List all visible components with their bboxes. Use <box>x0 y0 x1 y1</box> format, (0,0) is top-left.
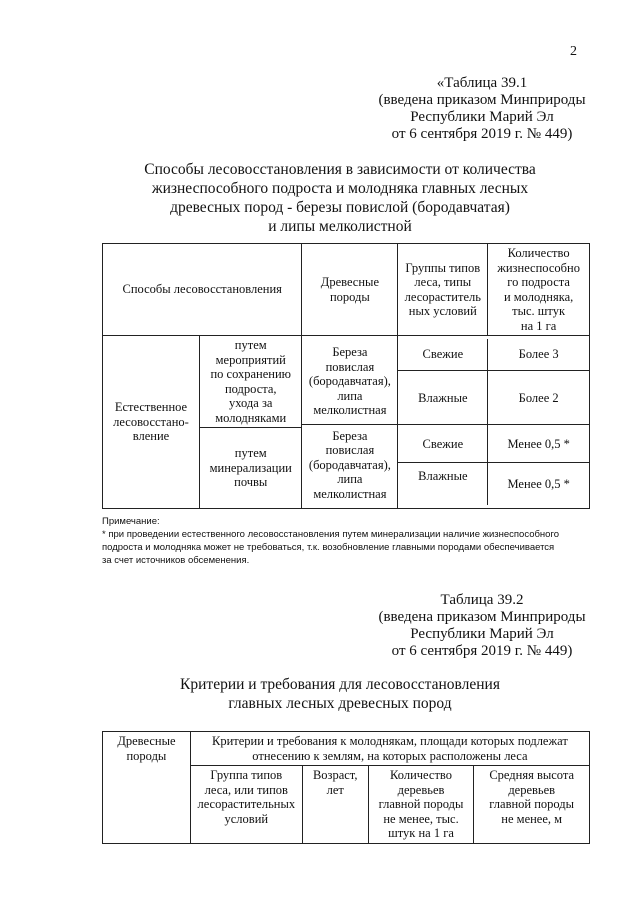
note-line: за счет источников обсеменения. <box>102 555 250 566</box>
title-line: и липы мелколистной <box>268 218 412 235</box>
header-line: лет <box>326 782 344 797</box>
condition-value: Менее 0,5 * <box>488 425 589 463</box>
note-label: Примечание: <box>102 516 160 527</box>
header-line: отнесению к землям, на которых расположены леса <box>252 748 528 763</box>
table2-caption <box>362 592 602 660</box>
header-line: Группа типов <box>210 768 283 782</box>
header-quantity <box>488 244 590 336</box>
header-age <box>302 766 368 844</box>
species-row2 <box>302 425 397 505</box>
header-line: лесорастительных <box>197 797 296 811</box>
method-line: лесовосстано- <box>113 414 189 429</box>
page-number: 2 <box>570 44 577 59</box>
header-line: Способы лесовосстановления <box>122 282 282 297</box>
header-line: главной породы <box>489 797 575 811</box>
title-line: главных лесных древесных пород <box>228 695 452 712</box>
conditions-cell <box>398 336 590 509</box>
header-line: Количество <box>390 768 452 782</box>
species-line: липа <box>337 472 363 487</box>
condition-type: Влажные <box>398 463 488 505</box>
table2-title <box>110 675 570 713</box>
note-line: * при проведении естественного лесовосстановления путем минерализации наличие жизнеспособного <box>102 529 559 540</box>
methods-cell <box>103 336 302 509</box>
table-39-1 <box>102 243 590 509</box>
submethod-line: подроста, <box>224 381 277 396</box>
submethod-line: почвы <box>234 475 268 489</box>
caption-line: «Таблица 39.1 <box>436 75 528 91</box>
condition-type: Свежие <box>398 425 488 463</box>
submethod-line: по сохранению <box>210 367 292 381</box>
header-height <box>474 766 590 844</box>
method-line: Естественное <box>114 400 188 414</box>
header-line: лесораститель <box>404 289 481 304</box>
header-line: штук на 1 га <box>388 826 454 840</box>
submethod-line: ухода за <box>229 396 273 410</box>
caption-line: от 6 сентября 2019 г. № 449) <box>391 126 573 142</box>
species-line: повислая <box>325 359 375 374</box>
table1-caption <box>362 75 602 143</box>
species-line: повислая <box>325 443 375 458</box>
submethod-line: минерализации <box>209 460 292 475</box>
methods-inner-table <box>103 336 301 508</box>
header-line: Средняя высота <box>489 768 575 782</box>
condition-type: Влажные <box>398 371 488 425</box>
species-line: (бородавчатая), <box>308 374 391 389</box>
table2-header-row <box>103 732 590 766</box>
caption-line: Республики Марий Эл <box>410 626 554 642</box>
title-line: жизнеспособного подроста и молодняка главных лесных <box>151 180 529 197</box>
header-line: леса, типы <box>414 275 472 289</box>
header-count <box>368 766 474 844</box>
caption-line: Таблица 39.2 <box>440 592 524 608</box>
header-line: деревьев <box>397 782 445 797</box>
header-line: го подроста <box>507 275 570 289</box>
note-line: подроста и молодняка может не требоваться, т.к. возобновление главными породами обеспечивается <box>102 542 555 553</box>
header-group <box>190 766 302 844</box>
condition-value: Менее 0,5 * <box>488 463 589 505</box>
table1-note <box>102 515 602 567</box>
header-line: на 1 га <box>520 318 557 333</box>
header-line: жизнеспособно <box>497 260 580 275</box>
method-natural <box>103 336 200 508</box>
header-line: Количество <box>507 246 570 260</box>
caption-line: Республики Марий Эл <box>410 109 554 125</box>
header-criteria <box>190 732 589 766</box>
condition-value: Более 3 <box>488 339 589 371</box>
header-line: Древесные <box>117 734 176 748</box>
conditions-inner-table <box>398 339 589 505</box>
caption-line: (введена приказом Минприроды <box>378 92 586 108</box>
title-line: древесных пород - березы повислой (бородавчатая) <box>170 199 510 216</box>
submethod-line: путем <box>234 338 267 352</box>
header-line: породы <box>329 289 370 304</box>
submethod-line: путем <box>234 446 267 460</box>
species-line: (бородавчатая), <box>308 457 391 472</box>
method-line: вление <box>132 429 170 443</box>
table-39-2 <box>102 731 590 844</box>
header-line: Группы типов <box>405 260 481 275</box>
header-line: не менее, тыс. <box>383 811 459 826</box>
header-species <box>103 732 191 844</box>
table-header-row <box>103 244 590 336</box>
header-line: Древесные <box>320 275 379 289</box>
species-line: мелколистная <box>313 486 387 501</box>
species-inner-table <box>302 339 397 505</box>
species-line: липа <box>337 388 363 403</box>
table1-title <box>100 160 580 236</box>
species-row1 <box>302 339 397 425</box>
header-line: деревьев <box>508 782 556 797</box>
submethod-preservation <box>200 336 302 428</box>
condition-value: Более 2 <box>488 371 589 425</box>
species-line: Береза <box>332 428 368 443</box>
header-line: Возраст, <box>312 768 358 782</box>
species-cell <box>302 336 398 509</box>
header-species <box>302 244 398 336</box>
condition-type: Свежие <box>398 339 488 371</box>
title-line: Способы лесовосстановления в зависимости от количества <box>144 161 536 178</box>
table-body-row <box>103 336 590 509</box>
header-line: условий <box>224 811 269 826</box>
caption-line: от 6 сентября 2019 г. № 449) <box>391 643 573 659</box>
header-line: породы <box>126 748 167 763</box>
title-line: Критерии и требования для лесовосстановления <box>180 676 500 693</box>
header-line: и молодняка, <box>503 289 574 304</box>
species-line: Береза <box>332 345 368 360</box>
header-methods <box>103 244 302 336</box>
header-line: ных условий <box>408 304 477 318</box>
header-line: Критерии и требования к молоднякам, площади которых подлежат <box>212 734 568 748</box>
header-line: не менее, м <box>501 811 563 826</box>
submethod-line: мероприятий <box>215 352 286 367</box>
submethod-line: молодняками <box>215 410 287 425</box>
header-line: главной породы <box>378 797 464 811</box>
header-line: леса, или типов <box>204 782 288 797</box>
header-forest-groups <box>398 244 488 336</box>
submethod-mineralization <box>200 428 302 508</box>
header-line: тыс. штук <box>512 304 566 318</box>
species-line: мелколистная <box>313 403 387 418</box>
caption-line: (введена приказом Минприроды <box>378 609 586 625</box>
